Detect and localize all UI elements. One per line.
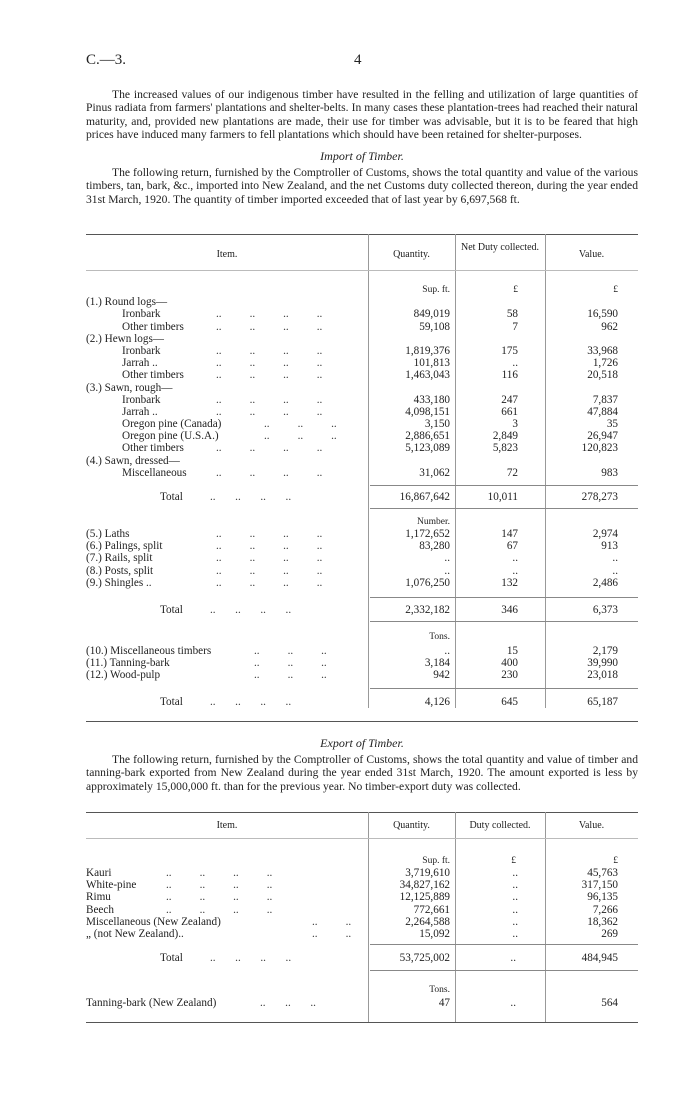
row-duty: 7 [512, 320, 518, 333]
row-value: .. [612, 564, 618, 577]
total-leader-dots: .. .. .. .. [210, 952, 292, 964]
export-col-duty: Duty collected. [469, 820, 531, 831]
row-label: (1.) Round logs— [86, 296, 168, 309]
table-row [86, 369, 638, 381]
unit-tons: Tons. [429, 632, 450, 642]
row-label: Miscellaneous (New Zealand) [86, 915, 221, 928]
leader-dots: .. .. .. .. [216, 357, 323, 370]
row-label: White-pine [86, 879, 137, 892]
row-value: 2,179 [592, 645, 618, 657]
import-s2-total-value: 6,373 [592, 604, 618, 616]
table-row [86, 528, 638, 540]
row-label: Jarrah .. [122, 405, 158, 418]
import-s1-total-qty: 16,867,642 [399, 491, 450, 503]
table-row [86, 577, 638, 589]
row-label: „ (not New Zealand).. [86, 927, 184, 940]
row-label: Ironbark [122, 344, 161, 357]
leader-dots: .. .. .. .. [166, 879, 273, 892]
row-quantity: 2,886,651 [405, 430, 450, 443]
import-s2-total-duty: 346 [501, 604, 518, 616]
table-row [86, 418, 638, 430]
row-value: 18,362 [587, 915, 618, 928]
row-value: 120,823 [581, 442, 618, 455]
row-label: Ironbark [122, 308, 161, 321]
row-value: 913 [601, 540, 618, 553]
leader-dots: .. .. .. .. [216, 344, 323, 357]
import-s1-total-label: Total [160, 491, 183, 503]
row-duty: 116 [501, 369, 518, 382]
export-unit-sup-ft: Sup. ft. [422, 856, 450, 866]
leader-dots: .. .. .. .. [216, 466, 323, 479]
export-total-qty: 53,725,002 [399, 952, 450, 964]
total-leader-dots: .. .. .. .. [210, 491, 292, 503]
table-row [86, 565, 638, 577]
table-row [86, 540, 638, 552]
export-total-duty: .. [510, 952, 516, 964]
report-reference: C.—3. [86, 52, 127, 68]
row-value: 47,884 [587, 405, 618, 418]
import-col-item: Item. [216, 249, 238, 260]
table-row [86, 455, 638, 467]
row-quantity: 433,180 [413, 393, 450, 406]
leader-dots: .. .. .. .. [216, 405, 323, 418]
page-number: 4 [354, 52, 362, 68]
import-col-duty: Net Duty collected. [460, 242, 540, 253]
table-row [86, 467, 638, 479]
import-section3-rows [86, 645, 638, 682]
import-col-value: Value. [578, 249, 605, 260]
table-row [86, 867, 638, 879]
import-s2-total-label: Total [160, 604, 183, 616]
table-row [86, 669, 638, 681]
row-duty: 147 [501, 528, 518, 540]
tanning-bark-value: 564 [601, 997, 618, 1009]
row-label: (10.) Miscellaneous timbers [86, 645, 212, 657]
row-value: 7,266 [592, 903, 618, 916]
leader-dots: .. .. .. .. [166, 867, 273, 879]
row-label: Other timbers [122, 320, 184, 333]
leader-dots: .. .. .. .. [216, 369, 323, 382]
export-col-item: Item. [216, 820, 238, 831]
leader-dots: .. .. .. .. [216, 540, 323, 553]
row-quantity: 12,125,889 [399, 891, 450, 904]
import-s2-total-qty: 2,332,182 [405, 604, 450, 616]
export-total-label: Total [160, 952, 183, 964]
row-label: Rimu [86, 891, 111, 904]
row-duty: 247 [501, 393, 518, 406]
total-leader-dots: .. .. .. .. [210, 696, 292, 708]
row-quantity: 15,092 [419, 927, 450, 940]
leader-dots: .. .. .. .. [216, 308, 323, 321]
row-label: (11.) Tanning-bark [86, 657, 170, 670]
leader-dots: .. .. .. .. [216, 320, 323, 333]
row-duty: .. [512, 552, 518, 565]
row-duty: .. [512, 903, 518, 916]
export-total-value: 484,945 [581, 952, 618, 964]
row-duty: .. [512, 879, 518, 892]
import-paragraph: The following return, furnished by the Comptroller of Customs, shows the total quantity and value of the various timbers, tan, bark, &c., imported into New Zealand, and the net Customs duty collected thereon, during the year ended 31st March, 1920. The quantity of timber imported exceeded that of last year by 6,697,568 ft. [86, 166, 638, 206]
row-duty: 58 [506, 308, 518, 321]
row-quantity: 1,819,376 [405, 344, 450, 357]
unit-number: Number. [417, 517, 450, 527]
leader-dots: .. .. .. .. [216, 393, 323, 406]
row-value: 317,150 [581, 879, 618, 892]
export-unit-pound-duty: £ [511, 856, 516, 866]
row-quantity: 3,719,610 [405, 867, 450, 879]
row-duty: 132 [501, 576, 518, 589]
row-duty: 661 [501, 405, 518, 418]
row-duty: 230 [501, 669, 518, 682]
row-value: 35 [606, 418, 618, 431]
table-row [86, 333, 638, 345]
leader-dots: .. .. .. .. [166, 903, 273, 916]
table-row [86, 916, 638, 928]
table-row [86, 442, 638, 454]
leader-dots: .. .. [312, 927, 352, 940]
leader-dots: .. .. .. [264, 430, 337, 443]
leader-dots: .. .. .. .. [216, 564, 323, 577]
table-row [86, 394, 638, 406]
tanning-bark-label: Tanning-bark (New Zealand) [86, 997, 217, 1009]
leader-dots: .. .. .. [254, 645, 327, 657]
tanning-bark-qty: 47 [438, 997, 450, 1009]
table-row [86, 552, 638, 564]
import-s1-total-value: 278,273 [581, 491, 618, 503]
total-leader-dots: .. .. .. .. [210, 604, 292, 616]
row-label: (12.) Wood-pulp [86, 669, 161, 682]
table-row [86, 657, 638, 669]
row-quantity: .. [444, 564, 450, 577]
row-quantity: 3,184 [424, 657, 450, 670]
row-duty: 72 [506, 466, 518, 479]
row-label: (7.) Rails, split [86, 552, 153, 565]
table-row [86, 645, 638, 657]
row-duty: 400 [501, 657, 518, 670]
row-value: .. [612, 552, 618, 565]
row-quantity: .. [444, 552, 450, 565]
row-quantity: 1,463,043 [405, 369, 450, 382]
leader-dots: .. .. .. .. [216, 552, 323, 565]
table-row [86, 406, 638, 418]
row-value: 7,837 [592, 393, 618, 406]
leader-dots: .. .. .. [264, 418, 337, 431]
row-duty: .. [512, 915, 518, 928]
page-header [86, 52, 640, 72]
row-label: Miscellaneous [122, 466, 187, 479]
tanning-leader-dots: .. .. .. [260, 997, 316, 1009]
row-duty: .. [512, 927, 518, 940]
row-duty: 2,849 [492, 430, 518, 443]
row-quantity: 34,827,162 [399, 879, 450, 892]
row-label: Oregon pine (U.S.A.) [122, 430, 219, 443]
row-duty: .. [512, 564, 518, 577]
row-value: 20,518 [587, 369, 618, 382]
tanning-bark-duty: .. [510, 997, 516, 1009]
row-label: Kauri [86, 867, 112, 879]
row-value: 16,590 [587, 308, 618, 321]
table-row [86, 321, 638, 333]
row-value: 269 [601, 927, 618, 940]
import-heading: Import of Timber. [320, 149, 404, 163]
leader-dots: .. .. .. .. [216, 576, 323, 589]
row-label: (4.) Sawn, dressed— [86, 454, 180, 467]
export-unit-tons: Tons. [429, 985, 450, 995]
row-quantity: 942 [433, 669, 450, 682]
leader-dots: .. .. .. [254, 657, 327, 670]
row-quantity: 5,123,089 [405, 442, 450, 455]
leader-dots: .. .. .. .. [216, 528, 323, 540]
table-row [86, 904, 638, 916]
table-row [86, 308, 638, 320]
unit-pound-duty: £ [513, 285, 518, 295]
import-s3-total-label: Total [160, 696, 183, 708]
row-duty: .. [512, 867, 518, 879]
table-row [86, 296, 638, 308]
row-value: 33,968 [587, 344, 618, 357]
row-quantity: 3,150 [424, 418, 450, 431]
import-s3-total-duty: 645 [501, 696, 518, 708]
table-row [86, 345, 638, 357]
unit-row-spacer [86, 284, 638, 296]
row-label: Ironbark [122, 393, 161, 406]
export-rows [86, 867, 638, 940]
row-label: Jarrah .. [122, 357, 158, 370]
table-row [86, 879, 638, 891]
row-label: (2.) Hewn logs— [86, 332, 164, 345]
row-label: (9.) Shingles .. [86, 576, 152, 589]
row-label: (5.) Laths [86, 528, 130, 540]
row-quantity: 59,108 [419, 320, 450, 333]
row-value: 45,763 [587, 867, 618, 879]
row-quantity: 101,813 [413, 357, 450, 370]
row-value: 96,135 [587, 891, 618, 904]
export-col-value: Value. [578, 820, 605, 831]
row-label: (8.) Posts, split [86, 564, 154, 577]
row-value: 26,947 [587, 430, 618, 443]
row-label: Beech [86, 903, 114, 916]
row-value: 962 [601, 320, 618, 333]
row-duty: 175 [501, 344, 518, 357]
row-duty: .. [512, 357, 518, 370]
row-label: Oregon pine (Canada) [122, 418, 222, 431]
export-col-quantity: Quantity. [393, 820, 430, 831]
row-value: 23,018 [587, 669, 618, 682]
leader-dots: .. .. .. [254, 669, 327, 682]
row-duty: 67 [506, 540, 518, 553]
unit-pound-value: £ [613, 285, 618, 295]
table-row [86, 430, 638, 442]
row-value: 2,486 [592, 576, 618, 589]
row-label: (6.) Palings, split [86, 540, 163, 553]
row-duty: 5,823 [492, 442, 518, 455]
row-quantity: 1,076,250 [405, 576, 450, 589]
export-heading: Export of Timber. [320, 736, 404, 750]
row-label: Other timbers [122, 369, 184, 382]
import-s3-total-value: 65,187 [587, 696, 618, 708]
row-value: 1,726 [592, 357, 618, 370]
row-duty: 15 [506, 645, 518, 657]
import-section1-rows [86, 284, 638, 479]
intro-paragraph: The increased values of our indigenous timber have resulted in the felling and utilization of large quantities of Pinus radiata from farmers' plantations and shelter-belts. In many cases these plantation-trees had reached their natural maturity, and, provided new plantations are made, their use for timber was advisable, but it is to be feared that high prices have induced many farmers to fell plantations which should have been retained for shelter-purposes. [86, 88, 638, 142]
import-s3-total-qty: 4,126 [424, 696, 450, 708]
export-paragraph: The following return, furnished by the Comptroller of Customs, shows the total quantity and value of timber and tanning-bark exported from New Zealand during the year ended 31st March, 1920. The amount exported is less by approximately 15,000,000 ft. than for the previous year. No timber-export duty was collected. [86, 753, 638, 793]
row-quantity: 849,019 [413, 308, 450, 321]
table-row [86, 382, 638, 394]
leader-dots: .. .. .. .. [216, 442, 323, 455]
row-duty: 3 [512, 418, 518, 431]
row-quantity: 83,280 [419, 540, 450, 553]
row-value: 39,990 [587, 657, 618, 670]
export-unit-pound-value: £ [613, 856, 618, 866]
table-row [86, 357, 638, 369]
leader-dots: .. .. [312, 915, 352, 928]
row-quantity: 772,661 [413, 903, 450, 916]
row-quantity: 31,062 [419, 466, 450, 479]
row-value: 983 [601, 466, 618, 479]
row-label: (3.) Sawn, rough— [86, 381, 173, 394]
import-s1-total-duty: 10,011 [487, 491, 518, 503]
row-value: 2,974 [592, 528, 618, 540]
leader-dots: .. .. .. .. [166, 891, 273, 904]
row-duty: .. [512, 891, 518, 904]
row-quantity: 2,264,588 [405, 915, 450, 928]
import-section2-rows [86, 528, 638, 589]
import-col-quantity: Quantity. [393, 249, 430, 260]
table-row [86, 891, 638, 903]
row-label: Other timbers [122, 442, 184, 455]
row-quantity: .. [444, 645, 450, 657]
unit-sup-ft: Sup. ft. [422, 285, 450, 295]
row-quantity: 4,098,151 [405, 405, 450, 418]
row-quantity: 1,172,652 [405, 528, 450, 540]
table-row [86, 928, 638, 940]
